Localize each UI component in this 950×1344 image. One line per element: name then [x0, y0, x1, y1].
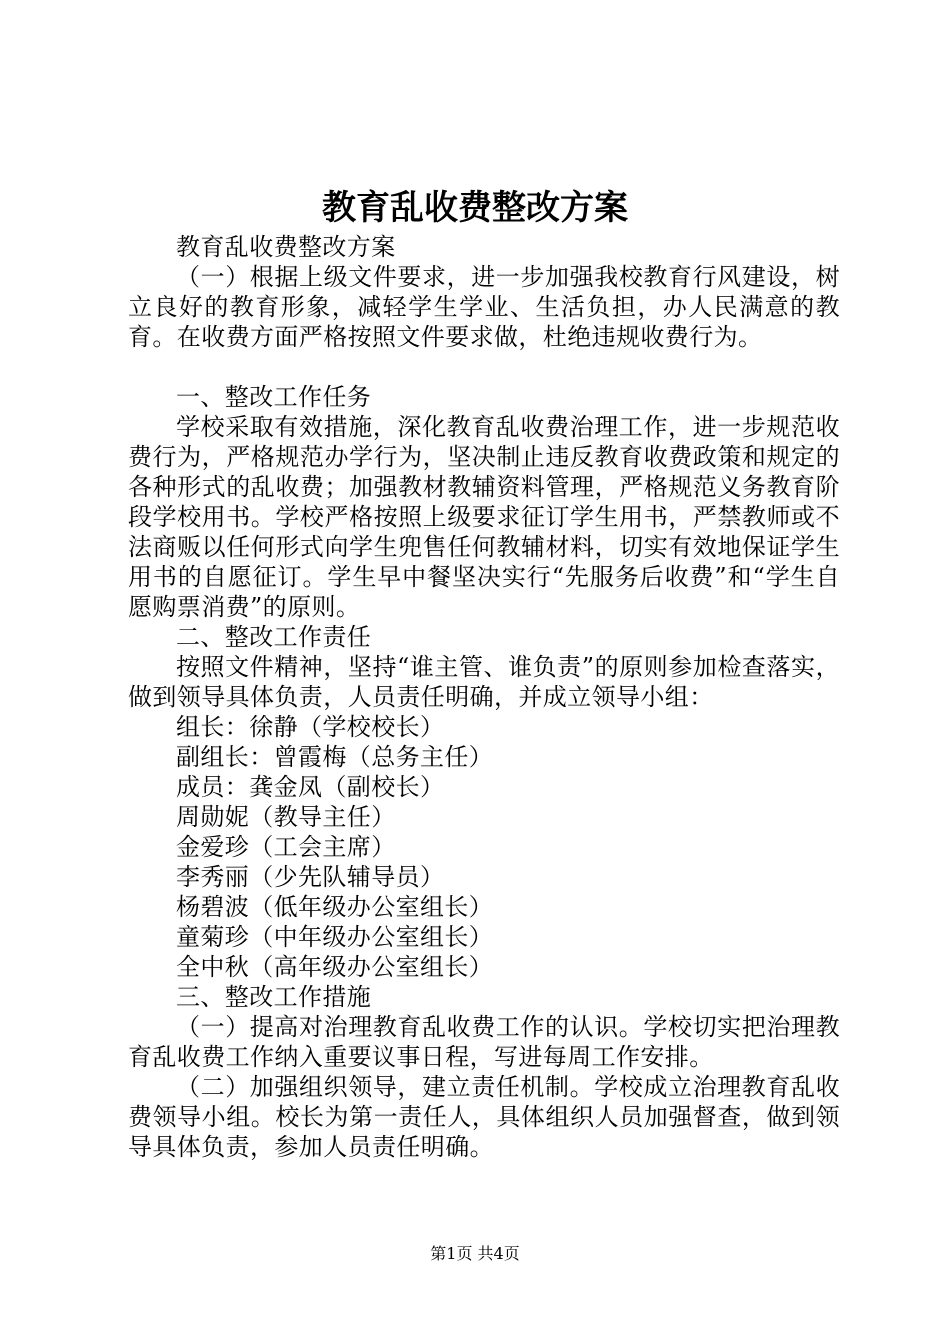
responsibility-paragraph: 按照文件精神，坚持“谁主管、谁负责”的原则参加检查落实，做到领导具体负责，人员责任明确，并成立领导小组： — [128, 653, 840, 711]
member-line: 成员：龚金凤（副校长） — [176, 773, 445, 801]
measure-paragraph: （二）加强组织领导，建立责任机制。学校成立治理教育乱收费领导小组。校长为第一责任人，具体组织人员加强督查，做到领导具体负责，参加人员责任明确。 — [128, 1073, 840, 1161]
section-heading-measures: 三、整改工作措施 — [176, 983, 372, 1011]
page-title: 教育乱收费整改方案 — [322, 188, 628, 228]
member-line: 全中秋（高年级办公室组长） — [176, 953, 494, 981]
member-line: 副组长：曾霞梅（总务主任） — [176, 743, 494, 771]
member-line: 组长：徐静（学校校长） — [176, 713, 445, 741]
member-line: 李秀丽（少先队辅导员） — [176, 863, 445, 891]
measure-paragraph: （一）提高对治理教育乱收费工作的认识。学校切实把治理教育乱收费工作纳入重要议事日程，写进每周工作安排。 — [128, 1013, 840, 1071]
page-footer: 第1页 共4页 — [430, 1244, 520, 1263]
member-line: 金爱珍（工会主席） — [176, 833, 396, 861]
section-heading-responsibility: 二、整改工作责任 — [176, 623, 372, 651]
member-line: 周勋妮（教导主任） — [176, 803, 396, 831]
tasks-paragraph: 学校采取有效措施，深化教育乱收费治理工作，进一步规范收费行为，严格规范办学行为，坚决制止违反教育收费政策和规定的各种形式的乱收费；加强教材教辅资料管理，严格规范义务教育阶段学校用书。学校严格按照上级要求征订学生用书，严禁教师或不法商贩以任何形式向学生兜售任何教辅材料，切实有效地保证学生用书的自愿征订。学生早中餐坚决实行“先服务后收费”和“学生自愿购票消费”的原则。 — [128, 413, 840, 621]
intro-paragraph: （一）根据上级文件要求，进一步加强我校教育行风建设，树立良好的教育形象，减轻学生学业、生活负担，办人民满意的教育。在收费方面严格按照文件要求做，杜绝违规收费行为。 — [128, 263, 840, 351]
member-line: 童菊珍（中年级办公室组长） — [176, 923, 494, 951]
member-line: 杨碧波（低年级办公室组长） — [176, 893, 494, 921]
document-body — [128, 232, 840, 1162]
doc-subtitle: 教育乱收费整改方案 — [176, 233, 396, 261]
section-heading-tasks: 一、整改工作任务 — [176, 383, 372, 411]
